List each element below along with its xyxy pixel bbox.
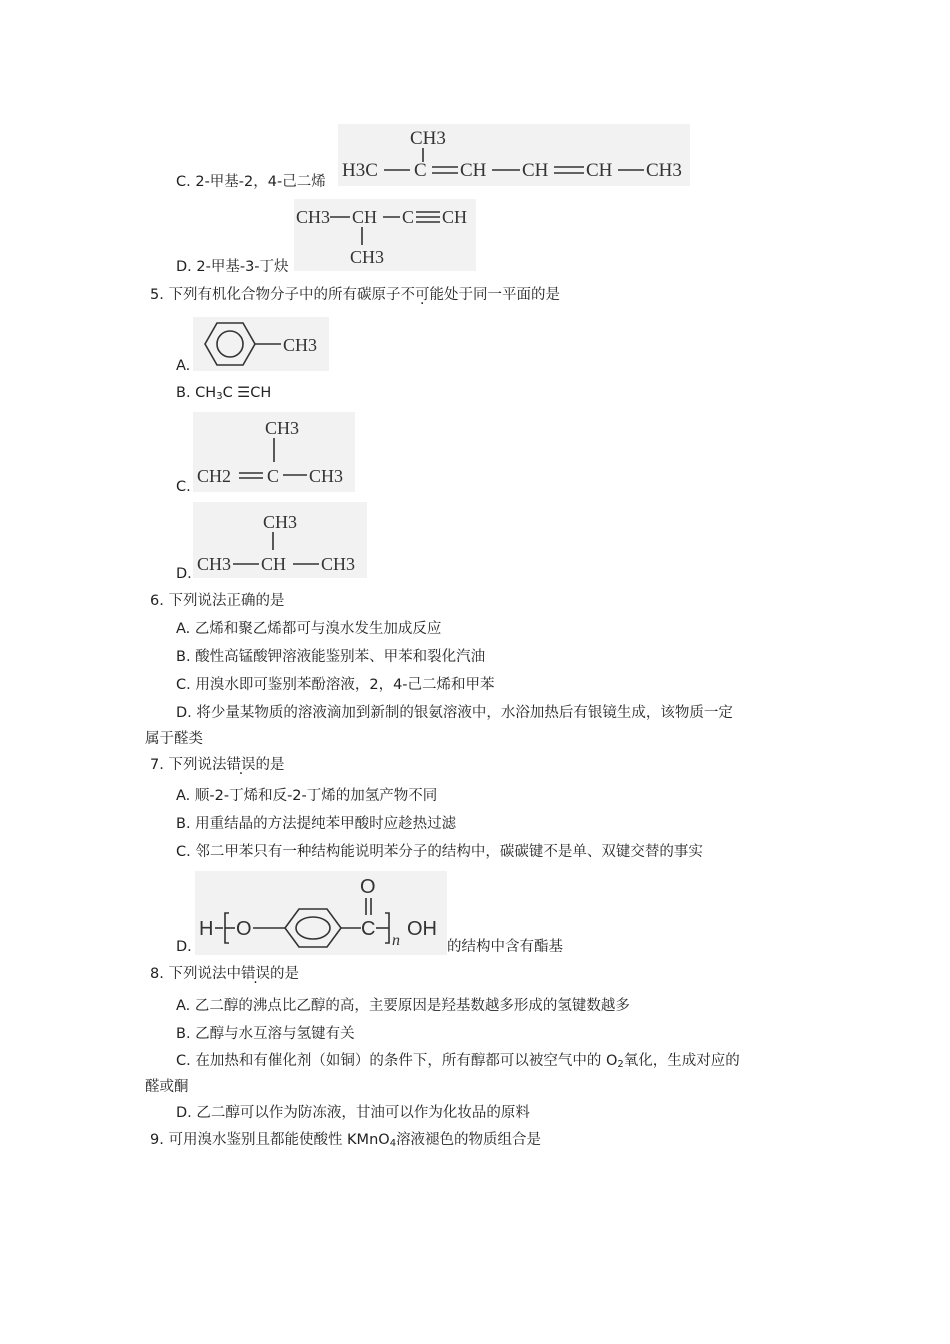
q7-option-d-structure [195, 871, 447, 955]
q5c-ch2: CH2 [197, 466, 232, 486]
q5d-ch3-right: CH3 [321, 554, 356, 574]
q8-option-c-line1: C. 在加热和有催化剂（如铜）的条件下，所有醇都可以被空气中的 $O_2$氧化，生成对应的 [176, 1053, 740, 1070]
q5c-top-ch3: CH3 [265, 418, 300, 438]
q5-stem: 5. 下列有机化合物分子中的所有碳原子不可能处于同一平面的是 [150, 287, 560, 303]
q4d-c: C [402, 207, 415, 227]
q4c-top-ch3: CH3 [410, 128, 446, 149]
q8-option-b: B. 乙醇与水互溶与氢键有关 [176, 1026, 355, 1042]
q7-option-c: C. 邻二甲苯只有一种结构能说明苯分子的结构中，碳碳键不是单、双键交替的事实 [176, 844, 703, 860]
q7d-oh: OH [407, 918, 437, 940]
q6-option-c: C. 用溴水即可鉴别苯酚溶液，2，4-己二烯和甲苯 [176, 677, 495, 693]
q6-option-d-line2: 属于醛类 [145, 731, 203, 747]
q5-option-c-structure [193, 412, 355, 492]
q8-option-d: D. 乙二醇可以作为防冻液，甘油可以作为化妆品的原料 [176, 1105, 530, 1121]
q7-option-a: A. 顺-2-丁烯和反-2-丁烯的加氢产物不同 [176, 788, 438, 804]
q5-emphasis: 不可能 [400, 287, 444, 303]
q8-stem: 8. 下列说法中错误的是 [150, 966, 299, 982]
q7d-o-top: O [360, 876, 376, 898]
q5-option-a-structure [193, 317, 329, 371]
q7d-h: H [199, 918, 214, 940]
q5d-top-ch3: CH3 [263, 512, 298, 532]
q7-option-d-tail: 的结构中含有酯基 [447, 939, 563, 955]
q5d-ch3-left: CH3 [197, 554, 232, 574]
q6-option-a: A. 乙烯和聚乙烯都可与溴水发生加成反应 [176, 621, 442, 637]
q4-option-d: D. 2-甲基-3-丁炔 [176, 259, 289, 275]
q5-option-d: D. [176, 566, 192, 582]
q8-option-a: A. 乙二醇的沸点比乙醇的高，主要原因是羟基数越多形成的氢键数越多 [176, 998, 630, 1014]
q5c-c: C [267, 466, 280, 486]
q7d-o: O [236, 918, 252, 940]
q4c-ch-1: CH [460, 160, 487, 181]
q7d-n: n [392, 932, 400, 949]
q7d-c: C [361, 918, 376, 940]
q4c-ch-3: CH [586, 160, 613, 181]
q7-option-b: B. 用重结晶的方法提纯苯甲酸时应趁热过滤 [176, 816, 457, 832]
q4c-ch-2: CH [522, 160, 549, 181]
q4d-ch: CH [352, 207, 378, 227]
q7-emphasis: 错误 [226, 757, 256, 773]
q6-stem: 6. 下列说法正确的是 [150, 593, 285, 609]
q6-option-d-line1: D. 将少量某物质的溶液滴加到新制的银氨溶液中，水浴加热后有银镜生成，该物质一定 [176, 705, 733, 721]
q5-option-c: C. [176, 479, 191, 495]
q7d-ring-ellipse [296, 917, 330, 939]
q4d-ch-end: CH [442, 207, 468, 227]
q5a-ch3: CH3 [283, 335, 318, 355]
q7-option-d: D. [176, 939, 192, 955]
q5d-ch: CH [261, 554, 287, 574]
q4d-bottom-ch3: CH3 [350, 247, 385, 267]
q5-option-b: B. $CH_3C$ ☰CH [176, 385, 272, 402]
q4-option-d-structure [294, 199, 476, 271]
q5-option-d-structure [193, 502, 367, 578]
q4c-ch3-end: CH3 [646, 160, 682, 181]
q4d-ch3: CH3 [296, 207, 331, 227]
q4c-c: C [414, 160, 427, 181]
q4-option-c: C. 2-甲基-2，4-己二烯 [176, 174, 326, 190]
q5-option-a: A. [176, 358, 191, 374]
q8-emphasis: 错误 [240, 966, 270, 982]
q4c-h3c: H3C [342, 160, 378, 181]
q7-stem: 7. 下列说法错误的是 [150, 757, 285, 773]
q8-option-c-line2: 醛或酮 [145, 1079, 189, 1095]
q5c-ch3-right: CH3 [309, 466, 344, 486]
benzene-ring-circle [217, 331, 243, 357]
q4-option-c-structure [338, 124, 690, 186]
q9-stem: 9. 可用溴水鉴别且都能使酸性 KMnO$_4$溶液褪色的物质组合是 [150, 1132, 542, 1149]
q6-option-b: B. 酸性高锰酸钾溶液能鉴别苯、甲苯和裂化汽油 [176, 649, 486, 665]
